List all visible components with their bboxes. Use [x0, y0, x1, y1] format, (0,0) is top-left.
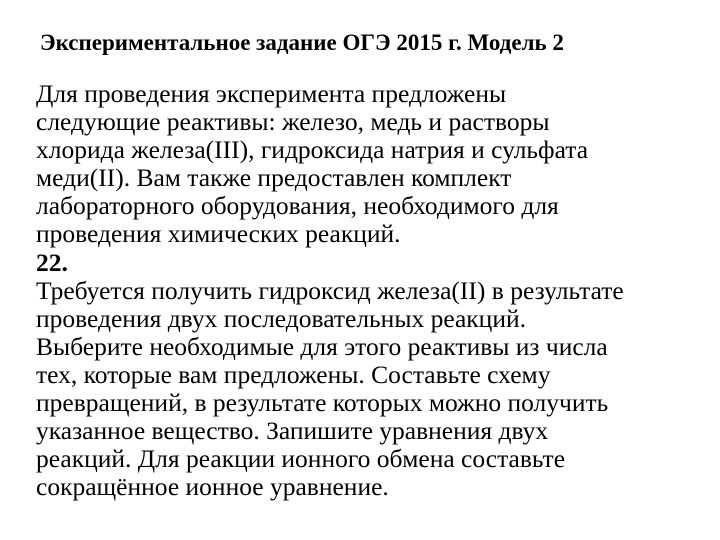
- intro-line: лабораторного оборудования, необходимого для: [36, 191, 559, 220]
- intro-paragraph: [36, 80, 716, 248]
- intro-line: меди(II). Вам также предоставлен комплект: [36, 163, 512, 192]
- task-paragraph: [36, 277, 716, 501]
- intro-line: следующие реактивы: железо, медь и растворы: [36, 107, 550, 136]
- task-line: Выберите необходимые для этого реактивы из числа: [36, 332, 608, 361]
- slide-body: [36, 80, 716, 501]
- intro-line: проведения химических реакций.: [36, 219, 401, 248]
- task-line: превращений, в результате которых можно получить: [36, 388, 609, 417]
- task-line: Требуется получить гидроксид железа(II) в результате: [36, 276, 624, 305]
- task-line: указанное вещество. Запишите уравнения двух: [36, 416, 549, 445]
- slide-title: Экспериментальное задание ОГЭ 2015 г. Модель 2: [40, 30, 564, 55]
- task-number: 22.: [36, 248, 68, 277]
- task-line: тех, которые вам предложены. Составьте схему: [36, 360, 551, 389]
- task-line: реакций. Для реакции ионного обмена составьте: [36, 444, 566, 473]
- task-line: проведения двух последовательных реакций.: [36, 304, 526, 333]
- task-line: сокращённое ионное уравнение.: [36, 472, 389, 501]
- intro-line: хлорида железа(III), гидроксида натрия и сульфата: [36, 135, 589, 164]
- intro-line: Для проведения эксперимента предложены: [36, 79, 507, 108]
